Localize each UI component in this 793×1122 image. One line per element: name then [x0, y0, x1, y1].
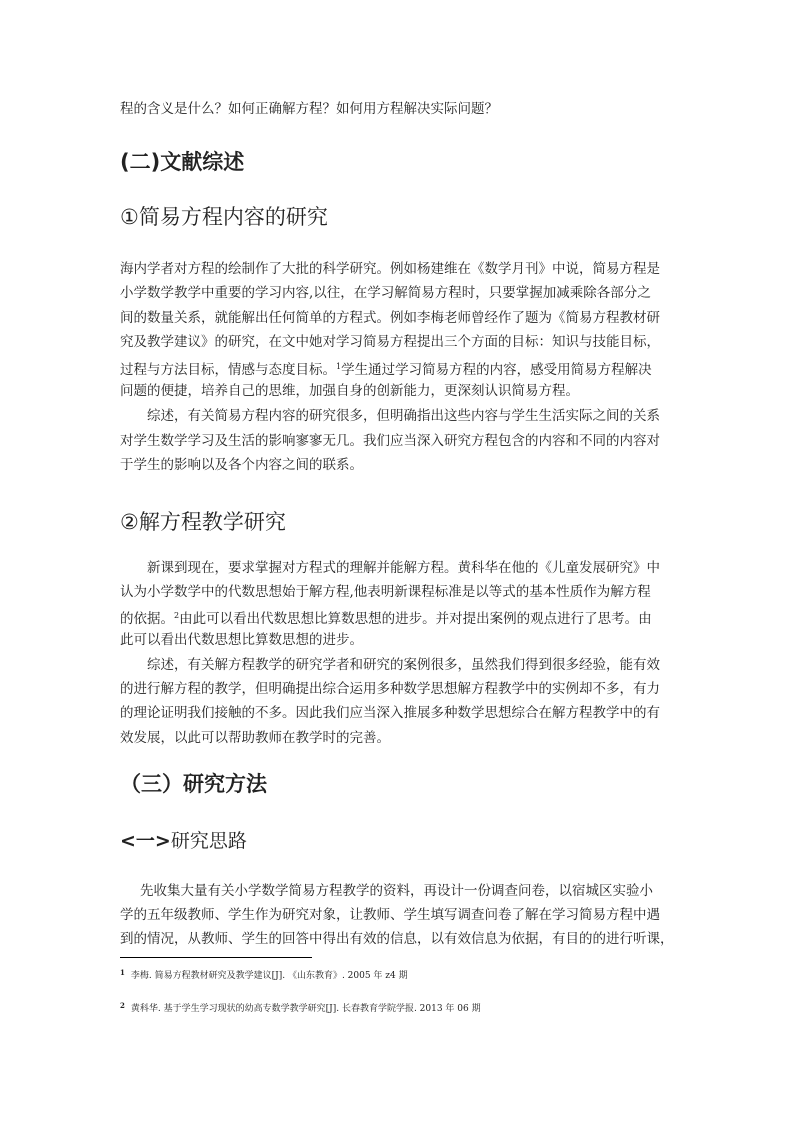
paragraph-line: 到的情况，从教师、学生的回答中得出有效的信息，以有效信息为依据，有目的的进行听课， — [120, 931, 674, 947]
paragraph-line: 综述，有关简易方程内容的研究很多，但明确指出这些内容与学生生活实际之间的关系 — [147, 408, 660, 424]
footnote-2 — [120, 1001, 481, 1014]
paragraph-line: 问题的便捷，培养自己的思维，加强自身的创新能力，更深刻认识简易方程。 — [120, 383, 579, 399]
paragraph-line: 的理论证明我们接触的不多。因此我们应当深入推展多种数学思想综合在解方程教学中的有 — [120, 705, 660, 721]
paragraph-line: 学的五年级教师、学生作为研究对象，让教师、学生填写调查问卷了解在学习简易方程中遇 — [120, 907, 660, 923]
subsection-heading-equation-teaching: ②解方程教学研究 — [120, 510, 286, 534]
footnote-text: 李梅. 简易方程教材研究及教学建议[J]. 《山东教育》. 2005 年 z4 期 — [130, 971, 408, 981]
footnote-number: 1 — [120, 968, 125, 977]
paragraph-line: 对学生数学学习及生活的影响寥寥无几。我们应当深入研究方程包含的内容和不同的内容对 — [120, 433, 660, 449]
paragraph-line: 效发展，以此可以帮助教师在教学时的完善。 — [120, 730, 390, 746]
paragraph-line: 间的数量关系，就能解出任何简单的方程式。例如李梅老师曾经作了题为《简易方程教材研 — [120, 310, 660, 326]
footnote-text: 黄科华. 基于学生学习现状的幼高专数学教学研究[J]. 长春教育学院学报. 2013 年 06 期 — [130, 1004, 481, 1014]
section-heading-literature-review: (二)文献综述 — [120, 150, 245, 174]
footnote-separator — [120, 957, 312, 958]
paragraph-line: 海内学者对方程的绘制作了大批的科学研究。例如杨建维在《数学月刊》中说，简易方程是 — [120, 261, 660, 277]
paragraph-line — [120, 608, 652, 627]
footnote-ref[interactable]: 2 — [174, 611, 180, 620]
paragraph-line — [120, 359, 652, 378]
text-span: 学生通过学习简易方程的内容，感受用简易方程解决 — [341, 362, 652, 378]
paragraph-line: 综述，有关解方程教学的研究学者和研究的案例很多，虽然我们得到很多经验，能有效 — [147, 657, 660, 673]
paragraph-line: 先收集大量有关小学数学简易方程教学的资料，再设计一份调查问卷，以宿城区实验小 — [140, 883, 653, 899]
heading-prefix: <一> — [120, 830, 171, 852]
paragraph-line: 小学数学教学中重要的学习内容,以往，在学习解简易方程时，只要掌握加减乘除各部分之 — [120, 285, 651, 301]
text-span: 由此可以看出代数思想比算数思想的进步。并对提出案例的观点进行了思考。由 — [179, 611, 652, 627]
intro-tail-line: 程的含义是什么？如何正确解方程？如何用方程解决实际问题？ — [120, 101, 498, 117]
heading-text: 研究思路 — [170, 830, 247, 852]
footnote-1 — [120, 968, 408, 981]
paragraph-line: 认为小学数学中的代数思想始于解方程,他表明新课程标准是以等式的基本性质作为解方程 — [120, 584, 651, 600]
footnote-ref[interactable]: 1 — [336, 362, 342, 371]
text-span: 过程与方法目标，情感与态度目标。 — [120, 362, 336, 378]
section-heading-research-methods: （三）研究方法 — [120, 772, 267, 796]
paragraph-line: 此可以看出代数思想比算数思想的进步。 — [120, 632, 363, 648]
paragraph-line: 的进行解方程的教学，但明确提出综合运用多种数学思想解方程教学中的实例却不多，有力 — [120, 681, 660, 697]
text-span: 的依据。 — [120, 611, 174, 627]
subsection-heading-equation-content: ①简易方程内容的研究 — [120, 205, 328, 229]
footnote-number: 2 — [120, 1001, 125, 1010]
paragraph-line: 于学生的影响以及各个内容之间的联系。 — [120, 457, 363, 473]
paragraph-line: 究及教学建议》的研究，在文中她对学习简易方程提出三个方面的目标：知识与技能目标， — [120, 334, 660, 350]
paragraph-line: 新课到现在，要求掌握对方程式的理解并能解方程。黄科华在他的《儿童发展研究》中 — [147, 560, 660, 576]
subsection-heading-research-approach — [120, 826, 247, 853]
